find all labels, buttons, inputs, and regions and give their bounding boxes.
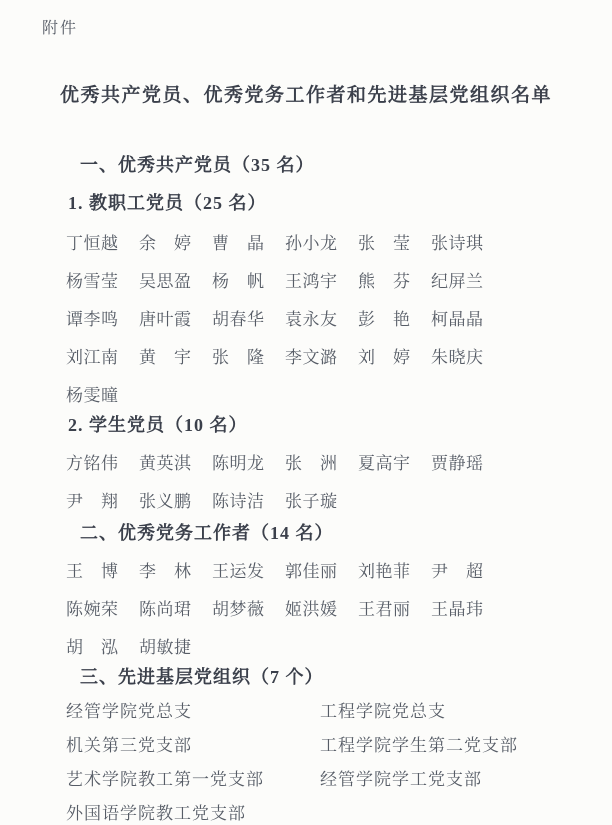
person-name: 方铭伟	[66, 453, 119, 473]
section-heading-outstanding-members: 一、优秀共产党员（35 名）	[80, 155, 315, 175]
person-name: 张 隆	[212, 347, 265, 367]
person-name: 谭李鸣	[66, 309, 119, 329]
person-name: 袁永友	[285, 309, 338, 329]
person-name: 黄 宇	[139, 347, 192, 367]
name-row	[66, 588, 612, 626]
person-name: 胡敏捷	[139, 637, 192, 657]
person-name: 胡春华	[212, 309, 265, 329]
document-title: 优秀共产党员、优秀党务工作者和先进基层党组织名单	[59, 85, 552, 106]
student-member-names-list	[66, 442, 612, 518]
organization-name: 工程学院学生第二党支部	[320, 735, 518, 755]
organization-name: 经管学院学工党支部	[320, 769, 482, 789]
person-name: 熊 芬	[358, 271, 411, 291]
organization-name: 工程学院党总支	[320, 701, 446, 721]
section-heading-party-affairs-workers: 二、优秀党务工作者（14 名）	[80, 523, 334, 543]
person-name: 贾静瑶	[431, 453, 484, 473]
person-name: 李 林	[139, 561, 192, 581]
person-name: 王运发	[212, 561, 265, 581]
person-name: 陈诗洁	[212, 491, 265, 511]
person-name: 刘艳菲	[358, 561, 411, 581]
name-row	[66, 626, 612, 664]
person-name: 柯晶晶	[431, 309, 484, 329]
person-name: 王晶玮	[431, 599, 484, 619]
person-name: 王君丽	[358, 599, 411, 619]
person-name: 纪屏兰	[431, 271, 484, 291]
name-row	[66, 222, 612, 260]
person-name: 杨 帆	[212, 271, 265, 291]
person-name: 丁恒越	[66, 233, 119, 253]
person-name: 王 博	[66, 561, 119, 581]
section-heading-advanced-organizations: 三、先进基层党组织（7 个）	[80, 667, 324, 687]
name-row	[66, 550, 612, 588]
person-name: 张诗琪	[431, 233, 484, 253]
person-name: 张义鹏	[139, 491, 192, 511]
person-name: 夏高宇	[358, 453, 411, 473]
person-name: 黄英淇	[139, 453, 192, 473]
name-row	[66, 298, 612, 336]
person-name: 彭 艳	[358, 309, 411, 329]
person-name: 陈尚珺	[139, 599, 192, 619]
person-name: 孙小龙	[285, 233, 338, 253]
person-name: 陈明龙	[212, 453, 265, 473]
person-name: 姬洪媛	[285, 599, 338, 619]
person-name: 尹 翔	[66, 491, 119, 511]
subsection-heading-faculty-members: 1. 教职工党员（25 名）	[68, 193, 267, 213]
person-name: 张子璇	[285, 491, 338, 511]
name-row	[66, 336, 612, 374]
organization-name: 机关第三党支部	[66, 735, 192, 755]
person-name: 胡梦薇	[212, 599, 265, 619]
organization-name: 艺术学院教工第一党支部	[66, 769, 264, 789]
person-name: 杨雪莹	[66, 271, 119, 291]
name-row	[66, 374, 612, 412]
person-name: 张 莹	[358, 233, 411, 253]
person-name: 张 洲	[285, 453, 338, 473]
organization-name: 经管学院党总支	[66, 701, 192, 721]
person-name: 刘江南	[66, 347, 119, 367]
person-name: 郭佳丽	[285, 561, 338, 581]
person-name: 曹 晶	[212, 233, 265, 253]
person-name: 唐叶霞	[139, 309, 192, 329]
person-name: 刘 婷	[358, 347, 411, 367]
subsection-heading-student-members: 2. 学生党员（10 名）	[68, 415, 248, 435]
person-name: 王鸿宇	[285, 271, 338, 291]
person-name: 朱晓庆	[431, 347, 484, 367]
party-affairs-worker-names-list	[66, 550, 612, 664]
person-name: 吴思盈	[139, 271, 192, 291]
organization-list	[66, 692, 612, 825]
organization-column-left	[66, 692, 320, 825]
attachment-label: 附件	[42, 20, 79, 37]
name-row	[66, 442, 612, 480]
name-row	[66, 480, 612, 518]
organization-column-right	[320, 692, 518, 825]
organization-name: 外国语学院教工党支部	[66, 803, 246, 823]
person-name: 李文潞	[285, 347, 338, 367]
person-name: 陈婉荣	[66, 599, 119, 619]
person-name: 余 婷	[139, 233, 192, 253]
faculty-member-names-list	[66, 222, 612, 412]
name-row	[66, 260, 612, 298]
person-name: 尹 超	[431, 561, 484, 581]
person-name: 胡 泓	[66, 637, 119, 657]
person-name: 杨雯曈	[66, 385, 119, 405]
